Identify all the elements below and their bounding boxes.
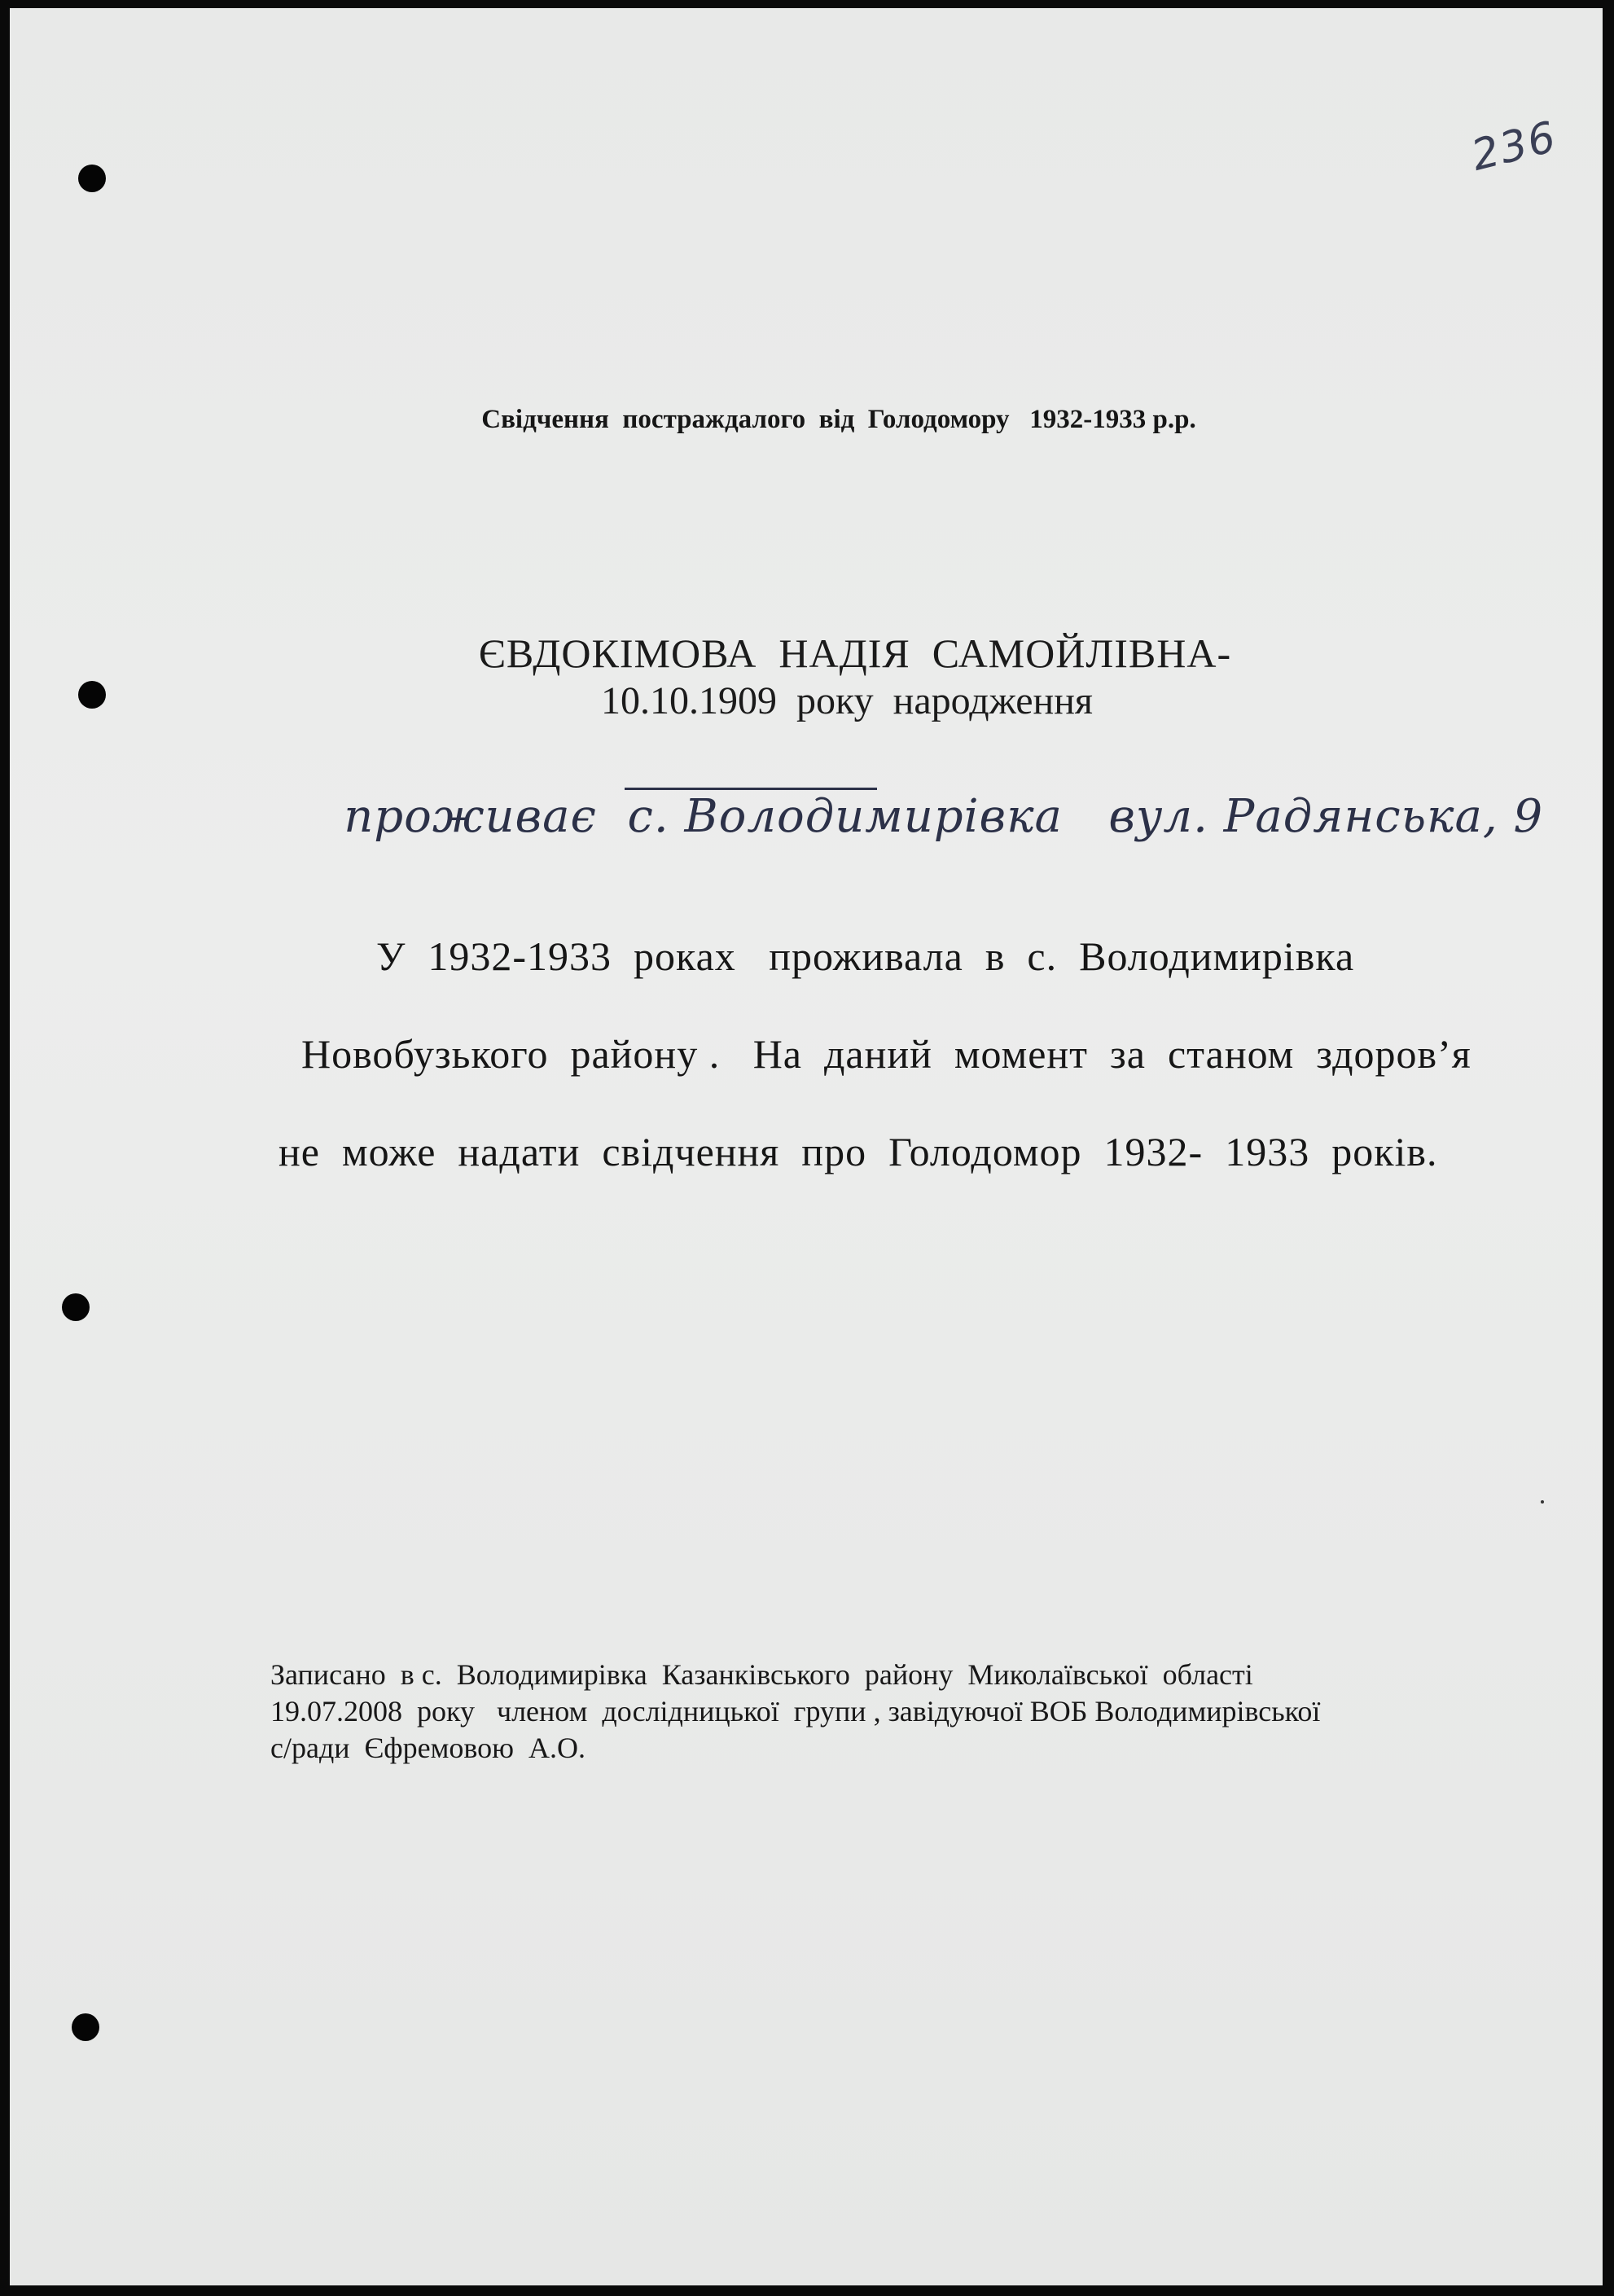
- handwritten-page-number: 236: [1467, 112, 1562, 181]
- address-underline: [625, 788, 877, 790]
- punch-hole: [78, 165, 106, 192]
- address-text: проживає с. Володимирівка вул. Радянська, 9: [344, 790, 1544, 843]
- punch-hole: [72, 2013, 99, 2041]
- handwritten-address: [283, 737, 1543, 949]
- paper-speck: [1541, 1500, 1544, 1504]
- punch-hole: [62, 1293, 90, 1321]
- recording-note-line-2: 19.07.2008 року членом дослідницької групи , завідуючої ВОБ Володимирівської: [270, 1695, 1321, 1727]
- testimony-line-3: не може надати свідчення про Голодомор 1932- 1933 років.: [279, 1129, 1438, 1174]
- testimony-line-2: Новобузького району . На даний момент за станом здоров’я: [301, 1031, 1471, 1077]
- recording-note-line-3: с/ради Єфремовою А.О.: [270, 1732, 586, 1764]
- document-page: [10, 8, 1603, 2285]
- witness-birth-date: 10.10.1909 року народження: [601, 679, 1093, 722]
- document-title: Свідчення постраждалого від Голодомору 1932-1933 р.р.: [481, 405, 1196, 434]
- witness-name: ЄВДОКІМОВА НАДІЯ САМОЙЛІВНА-: [478, 630, 1232, 676]
- testimony-line-1: У 1932-1933 роках проживала в с. Володимирівка: [376, 933, 1355, 979]
- recording-note-line-1: Записано в с. Володимирівка Казанківського району Миколаївської області: [270, 1658, 1253, 1691]
